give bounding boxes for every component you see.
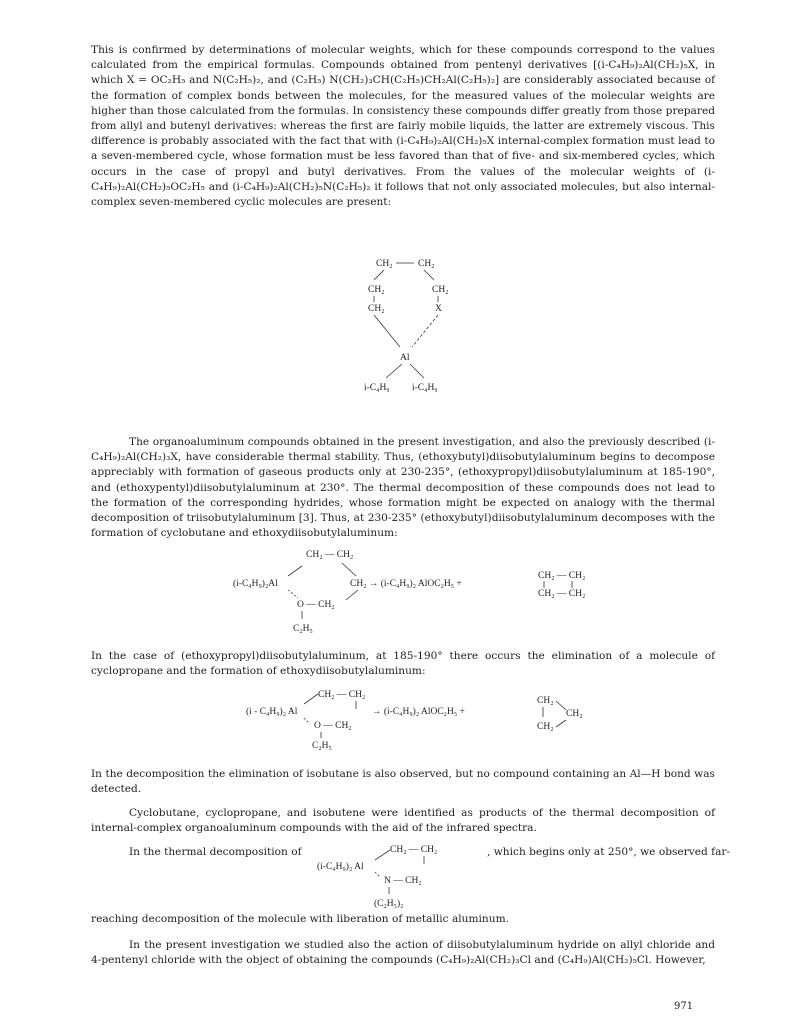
s1-ch2-top-left: CH₂: [376, 259, 393, 269]
paragraph-thermal-decomposition-mid: , which begins only at 250°, we observed far-: [487, 846, 731, 858]
s2-reagent: (i-C₄H₉)₂Al: [233, 579, 278, 589]
s3-cyclopropane-top: CH₂: [537, 696, 554, 706]
s4-n-ch2: N — CH₂: [384, 876, 422, 886]
page-number: 971: [674, 1001, 694, 1012]
s1-ch2-top-right: CH₂: [418, 259, 435, 269]
s3-o-ch2: O — CH₂: [314, 721, 352, 731]
s2-o-ch2: O — CH₂: [297, 600, 335, 610]
s1-ch2-left-lower: CH₂: [368, 304, 385, 314]
s2-cyclobutane-bottom: CH₂ — CH₂: [538, 589, 586, 599]
paragraph-isobutane: In the decomposition the elimination of isobutane is also observed, but no compound containing an Al—H bond was detected.: [91, 768, 715, 796]
structure-ethoxybutyl-reaction: [233, 550, 585, 634]
paragraph-molecular-weights: This is confirmed by determinations of molecular weights, which for these compounds correspond to the values calculated from the empirical formulas. Compounds obtained from pentenyl derivatives [(i-C₄H₉)₂Al(CH₂)₅X, in which X = OC₂H₅ and N(C₂H₅)₂, and (C₂H₅) N(CH₂)₃CH(C₂H₅)CH₂Al(C₂H₅)₂] are considerably associated because of the formation of complex bonds between the molecules, for the measured values of the molecular weights are higher than those calculated from the formulas. In consistency these compounds differ greatly from those prepared from allyl and butenyl derivatives: whereas the first are fairly mobile liquids, the latter are extremely viscous. This difference is probably associated with the fact that with (i-C₄H₉)₂Al(CH₂)₅X internal-complex formation must lead to a seven-membered cycle, whose formation must be less favored than that of five- and six-membered cycles, which occurs in the case of propyl and butyl derivatives. From the values of the molecular weights of (i-C₄H₉)₂Al(CH₂)₅OC₂H₅ and (i-C₄H₉)₂Al(CH₂)₅N(C₂H₅)₂ it follows that not only associated molecules, but also internal-complex seven-membered cyclic molecules are present:: [91, 44, 715, 209]
s3-cyclopropane-right: CH₂: [566, 709, 583, 719]
paragraph-ethoxypropyl: In the case of (ethoxypropyl)diisobutylaluminum, at 185-190° there occurs the elimination of a molecule of cyclopropane and the formation of ethoxydiisobutylaluminum:: [91, 650, 715, 678]
s2-top-ch2: CH₂ — CH₂: [306, 550, 354, 560]
s1-x: X: [435, 304, 442, 314]
s1-ch2-right: CH₂: [432, 285, 449, 295]
structure-ethoxypropyl-reaction: [246, 690, 583, 751]
s2-cyclobutane-top: CH₂ — CH₂: [538, 571, 586, 581]
s1-isobutyl-right: i-C₄H₉: [412, 383, 438, 393]
s4-reagent: (i-C₄H₉)₂ Al: [317, 862, 364, 872]
s3-top-ch2: CH₂ — CH₂: [318, 690, 366, 700]
structure-seven-membered-cycle: [364, 259, 449, 393]
s3-ethyl: C₂H₅: [312, 741, 332, 751]
s1-ch2-left: CH₂: [368, 285, 385, 295]
paragraph-infrared: Cyclobutane, cyclopropane, and isobutene were identified as products of the thermal decomposition of internal-complex organoaluminum compounds with the aid of the infrared spectra.: [91, 807, 715, 835]
s4-diethyl: (C₂H₅)₂: [374, 899, 404, 909]
s3-cyclopropane-bottom: CH₂: [537, 722, 554, 732]
s2-ethyl: C₂H₅: [293, 624, 313, 634]
paragraph-thermal-stability: The organoaluminum compounds obtained in the present investigation, and also the previously described (i-C₄H₉)₂Al(CH₂)₃X, have considerable thermal stability. Thus, (ethoxybutyl)diisobutylaluminum begins to decompose appreciably with formation of gaseous products only at 230-235°, (ethoxypropyl)diisobutylaluminum at 185-190°, and (ethoxypentyl)diisobutylaluminum at 230°. The thermal decomposition of these compounds does not lead to the formation of the corresponding hydrides, whose formation might be expected on analogy with the thermal decomposition of triisobutylaluminum [3]. Thus, at 230-235° (ethoxybutyl)diisobutylaluminum decomposes with the formation of cyclobutane and ethoxydiisobutylaluminum:: [91, 436, 715, 540]
s3-arrow: → (i-C₄H₉)₂ AlOC₂H₅ +: [372, 707, 465, 717]
paragraph-thermal-decomposition-end: reaching decomposition of the molecule with liberation of metallic aluminum.: [91, 913, 509, 925]
s3-reagent: (i - C₄H₉)₂ Al: [246, 707, 298, 717]
s1-al: Al: [400, 353, 410, 363]
s4-top-ch2: CH₂ — CH₂: [390, 845, 438, 855]
structure-amino-compound: [317, 845, 437, 909]
paragraph-diisobutylaluminum-hydride: In the present investigation we studied also the action of diisobutylaluminum hydride on allyl chloride and 4-pentenyl chloride with the object of obtaining the compounds (C₄H₉)₂Al(CH₂)₃Cl and (C₄H₉)Al(CH₂)₅Cl. However,: [91, 939, 715, 967]
paragraph-thermal-decomposition-start: In the thermal decomposition of: [129, 846, 302, 858]
s1-isobutyl-left: i-C₄H₉: [364, 383, 390, 393]
s2-mid: CH₂ → (i-C₄H₉)₂ AlOC₂H₅ +: [350, 579, 462, 589]
